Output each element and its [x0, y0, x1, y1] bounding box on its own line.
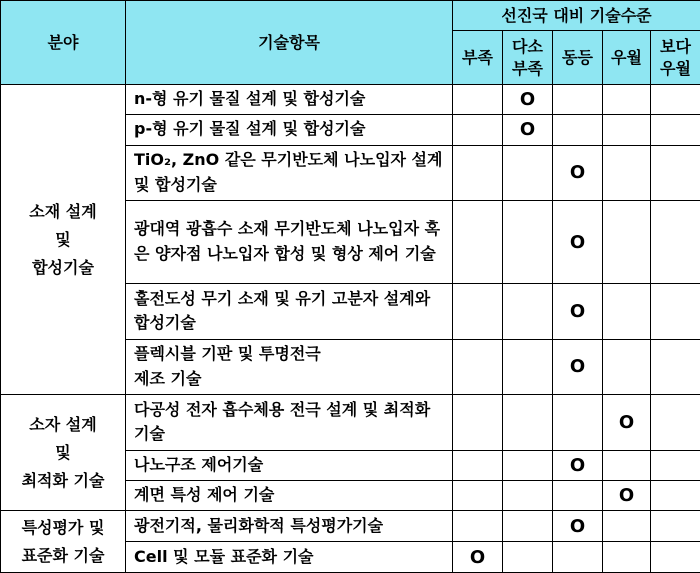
level-cell	[651, 85, 700, 115]
level-cell	[503, 511, 553, 542]
table-row	[1, 85, 700, 115]
level-mark: O	[453, 542, 503, 573]
level-cell	[503, 284, 553, 339]
field-cell: 소재 설계 및 합성기술	[1, 85, 126, 395]
level-cell	[503, 542, 553, 573]
level-mark: O	[553, 200, 603, 283]
level-cell	[453, 395, 503, 450]
level-cell	[603, 542, 651, 573]
level-header-somewhat-insufficient: 다소 부족	[503, 31, 553, 85]
level-cell	[603, 85, 651, 115]
table-row	[1, 511, 700, 542]
level-mark: O	[553, 145, 603, 200]
level-cell	[603, 115, 651, 145]
tech-item-cell: n-형 유기 물질 설계 및 합성기술	[126, 85, 453, 115]
tech-item-cell: TiO₂, ZnO 같은 무기반도체 나노입자 설계 및 합성기술	[126, 145, 453, 200]
level-cell	[553, 480, 603, 510]
level-cell	[553, 85, 603, 115]
level-mark: O	[503, 85, 553, 115]
level-cell	[603, 450, 651, 480]
level-mark: O	[553, 284, 603, 339]
level-cell	[503, 480, 553, 510]
level-cell	[503, 339, 553, 394]
level-cell	[503, 450, 553, 480]
level-cell	[651, 395, 700, 450]
level-cell	[503, 145, 553, 200]
level-cell	[553, 395, 603, 450]
table-row	[1, 395, 700, 450]
level-cell	[651, 511, 700, 542]
level-cell	[603, 145, 651, 200]
level-cell	[603, 511, 651, 542]
tech-item-cell: 나노구조 제어기술	[126, 450, 453, 480]
tech-item-cell: 광대역 광흡수 소재 무기반도체 나노입자 혹은 양자점 나노입자 합성 및 형상 제어 기술	[126, 200, 453, 283]
level-cell	[651, 200, 700, 283]
level-mark: O	[603, 480, 651, 510]
tech-item-cell: 광전기적, 물리화학적 특성평가기술	[126, 511, 453, 542]
level-cell	[453, 511, 503, 542]
level-cell	[651, 542, 700, 573]
tech-item-cell: Cell 및 모듈 표준화 기술	[126, 542, 453, 573]
level-cell	[603, 200, 651, 283]
tech-item-cell: 플렉시블 기판 및 투명전극 제조 기술	[126, 339, 453, 394]
field-cell: 특성평가 및 표준화 기술	[1, 511, 126, 573]
level-mark: O	[603, 395, 651, 450]
tech-item-cell: 계면 특성 제어 기술	[126, 480, 453, 510]
level-cell	[651, 480, 700, 510]
table-body	[1, 85, 700, 573]
level-cell	[453, 145, 503, 200]
level-mark: O	[553, 450, 603, 480]
level-header-equal: 동등	[553, 31, 603, 85]
tech-item-cell: p-형 유기 물질 설계 및 합성기술	[126, 115, 453, 145]
level-cell	[651, 145, 700, 200]
level-cell	[453, 200, 503, 283]
level-cell	[553, 542, 603, 573]
level-cell	[503, 395, 553, 450]
level-mark: O	[503, 115, 553, 145]
level-cell	[453, 450, 503, 480]
level-header-superior: 우월	[603, 31, 651, 85]
level-cell	[453, 85, 503, 115]
tech-header: 기술항목	[126, 1, 453, 85]
level-header-more-superior: 보다 우월	[651, 31, 700, 85]
level-cell	[651, 450, 700, 480]
level-group-header: 선진국 대비 기술수준	[453, 1, 700, 31]
level-cell	[553, 115, 603, 145]
tech-item-cell: 홀전도성 무기 소재 및 유기 고분자 설계와 합성기술	[126, 284, 453, 339]
tech-item-cell: 다공성 전자 흡수체용 전극 설계 및 최적화기술	[126, 395, 453, 450]
level-cell	[603, 284, 651, 339]
level-cell	[651, 284, 700, 339]
level-cell	[453, 284, 503, 339]
level-cell	[603, 339, 651, 394]
level-header-insufficient: 부족	[453, 31, 503, 85]
level-cell	[651, 339, 700, 394]
field-cell: 소자 설계 및 최적화 기술	[1, 395, 126, 511]
field-header: 분야	[1, 1, 126, 85]
level-cell	[453, 339, 503, 394]
level-cell	[453, 115, 503, 145]
level-cell	[651, 115, 700, 145]
level-cell	[503, 200, 553, 283]
level-cell	[453, 480, 503, 510]
level-mark: O	[553, 511, 603, 542]
level-mark: O	[553, 339, 603, 394]
